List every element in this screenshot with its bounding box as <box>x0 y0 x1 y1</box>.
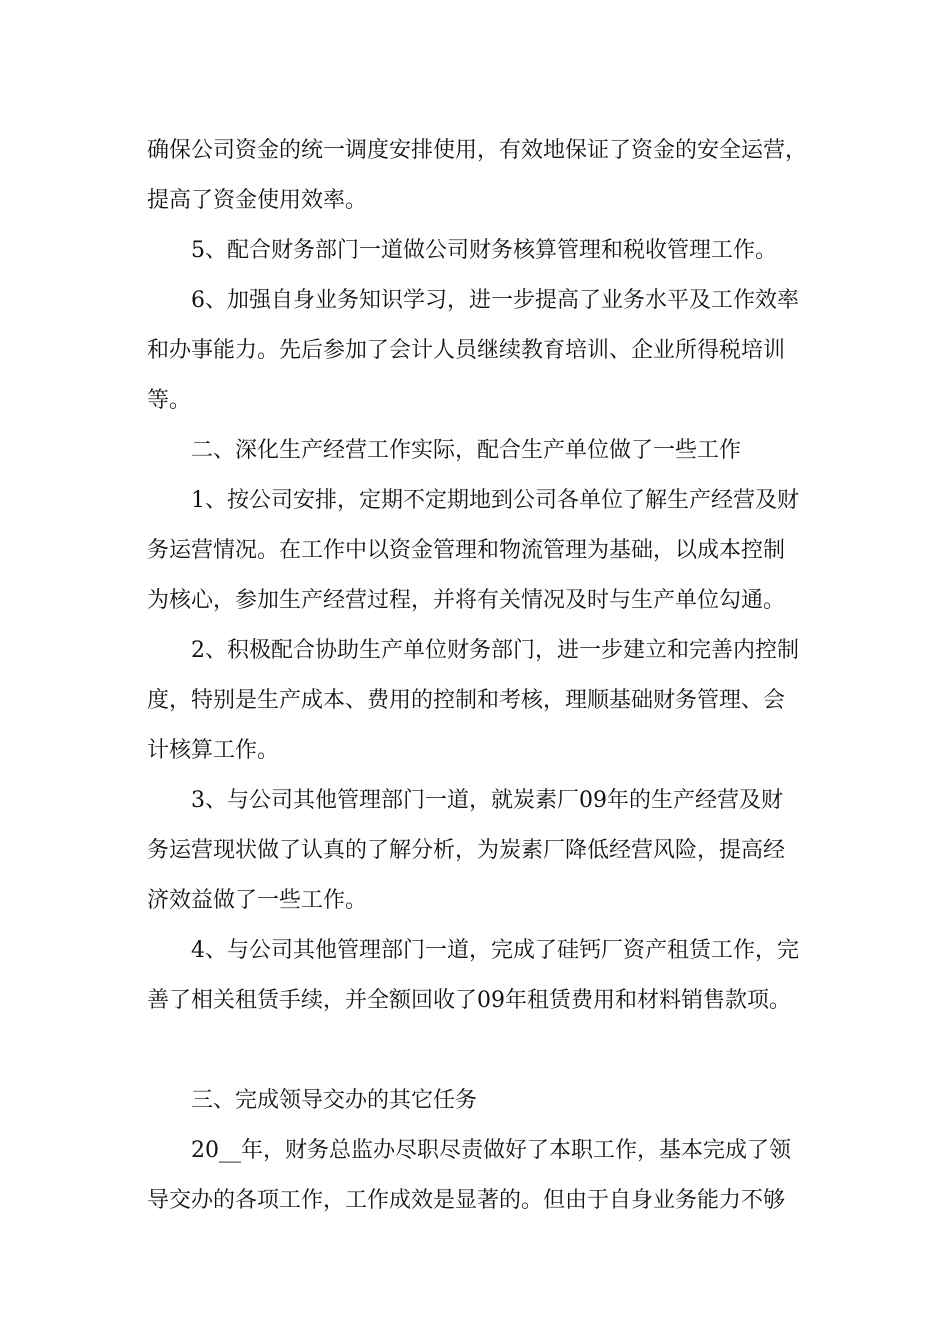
paragraph-line: 导交办的各项工作，工作成效是显著的。但由于自身业务能力不够 <box>147 1188 786 1213</box>
paragraph-line: 提高了资金使用效率。 <box>147 188 368 213</box>
paragraph-line: 务运营现状做了认真的了解分析，为炭素厂降低经营风险，提高经 <box>147 838 786 863</box>
list-item-3: 3、与公司其他管理部门一道，就炭素厂09年的生产经营及财 <box>191 788 783 813</box>
paragraph-line: 为核心，参加生产经营过程，并将有关情况及时与生产单位勾通。 <box>147 588 786 613</box>
paragraph-line: 20__年，财务总监办尽职尽责做好了本职工作，基本完成了领 <box>191 1138 791 1163</box>
paragraph-line: 度，特别是生产成本、费用的控制和考核，理顺基础财务管理、会 <box>147 688 786 713</box>
paragraph-line: 善了相关租赁手续，并全额回收了09年租赁费用和材料销售款项。 <box>147 988 791 1013</box>
list-item-4: 4、与公司其他管理部门一道，完成了硅钙厂资产租赁工作，完 <box>191 938 799 963</box>
list-item-5: 5、配合财务部门一道做公司财务核算管理和税收管理工作。 <box>191 238 777 263</box>
paragraph-line: 确保公司资金的统一调度安排使用，有效地保证了资金的安全运营， <box>147 138 808 163</box>
paragraph-line: 计核算工作。 <box>147 738 280 763</box>
list-item-6: 6、加强自身业务知识学习，进一步提高了业务水平及工作效率 <box>191 288 799 313</box>
paragraph-line: 和办事能力。先后参加了会计人员继续教育培训、企业所得税培训 <box>147 338 786 363</box>
list-item-2: 2、积极配合协助生产单位财务部门，进一步建立和完善内控制 <box>191 638 799 663</box>
section-heading-2: 二、深化生产经营工作实际，配合生产单位做了一些工作 <box>191 438 742 463</box>
list-item-1: 1、按公司安排，定期不定期地到公司各单位了解生产经营及财 <box>191 488 799 513</box>
paragraph-line: 济效益做了一些工作。 <box>147 888 368 913</box>
paragraph-line: 务运营情况。在工作中以资金管理和物流管理为基础，以成本控制 <box>147 538 786 563</box>
paragraph-line: 等。 <box>147 388 192 413</box>
section-heading-3: 三、完成领导交办的其它任务 <box>191 1088 478 1113</box>
